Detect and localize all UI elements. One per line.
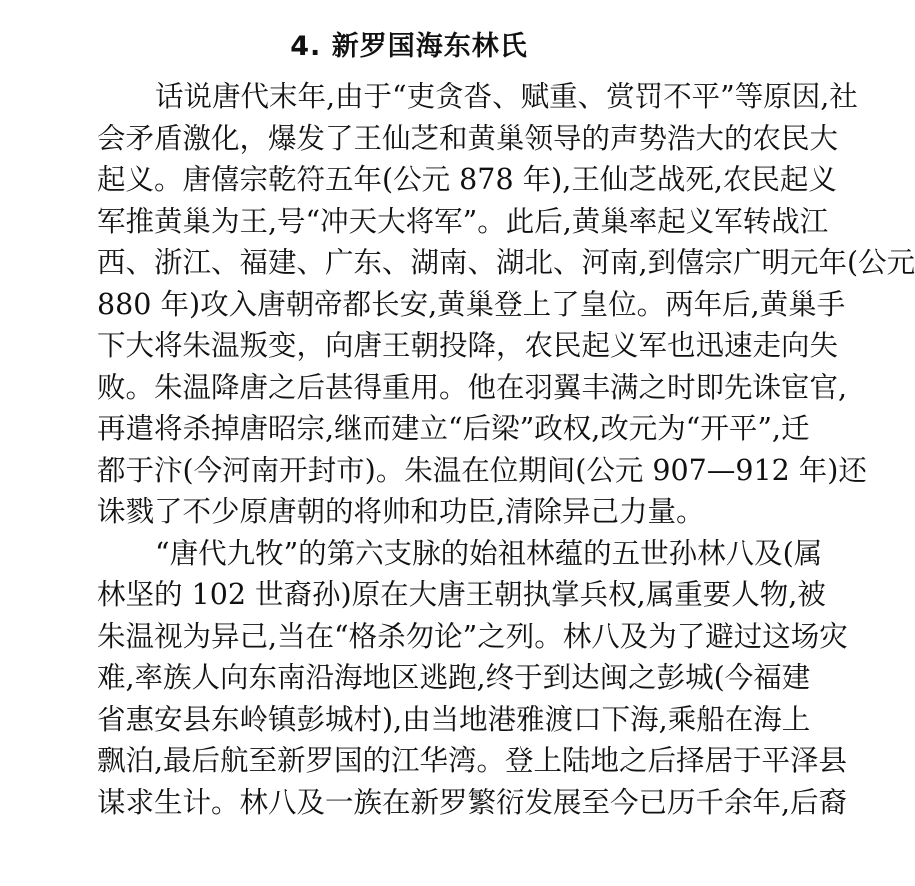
text-line: 林坚的 102 世裔孙)原在大唐王朝执掌兵权,属重要人物,被 (97, 578, 826, 611)
text-line: 880 年)攻入唐朝帝都长安,黄巢登上了皇位。两年后,黄巢手 (97, 287, 846, 321)
text-line: “唐代九牧”的第六支脉的始祖林蕴的五世孙林八及(属 (155, 536, 823, 570)
text-line: 军推黄巢为王,号“冲天大将军”。此后,黄巢率起义军转战江 (97, 204, 829, 238)
text-line: 难,率族人向东南沿海地区逃跑,终于到达闽之彭城(今福建 (97, 661, 811, 694)
text-line: 下大将朱温叛变，向唐王朝投降，农民起义军也迅速走向失 (97, 329, 839, 362)
text-line: 话说唐代末年,由于“吏贪沓、赋重、赏罚不平”等原因,社 (155, 80, 858, 113)
text-line: 都于汴(今河南开封市)。朱温在位期间(公元 907—912 年)还 (97, 453, 867, 487)
section-title: 4. 新罗国海东林氏 (290, 31, 528, 62)
text-line: 诛戮了不少原唐朝的将帅和功臣,清除异己力量。 (97, 495, 705, 528)
text-line: 败。朱温降唐之后甚得重用。他在羽翼丰满之时即先诛宦官, (97, 370, 848, 404)
text-line: 飘泊,最后航至新罗国的江华湾。登上陆地之后择居于平泽县 (97, 744, 848, 777)
text-line: 起义。唐僖宗乾符五年(公元 878 年),王仙芝战死,农民起义 (97, 163, 837, 196)
paragraph-1 (40, 76, 915, 533)
text-line: 会矛盾激化，爆发了王仙芝和黄巢领导的声势浩大的农民大 (97, 121, 839, 155)
text-line: 朱温视为异己,当在“格杀勿论”之列。林八及为了避过这场灾 (97, 619, 848, 653)
text-line: 谋求生计。林八及一族在新罗繁衍发展至今已历千余年,后裔 (97, 785, 848, 819)
text-line: 再遣将杀掉唐昭宗,继而建立“后梁”政权,改元为“开平”,迁 (97, 412, 810, 445)
text-line: 省惠安县东岭镇彭城村),由当地港雅渡口下海,乘船在海上 (97, 702, 811, 736)
text-line: 西、浙江、福建、广东、湖南、湖北、河南,到僖宗广明元年(公元 (97, 246, 915, 279)
paragraph-2 (40, 533, 848, 824)
